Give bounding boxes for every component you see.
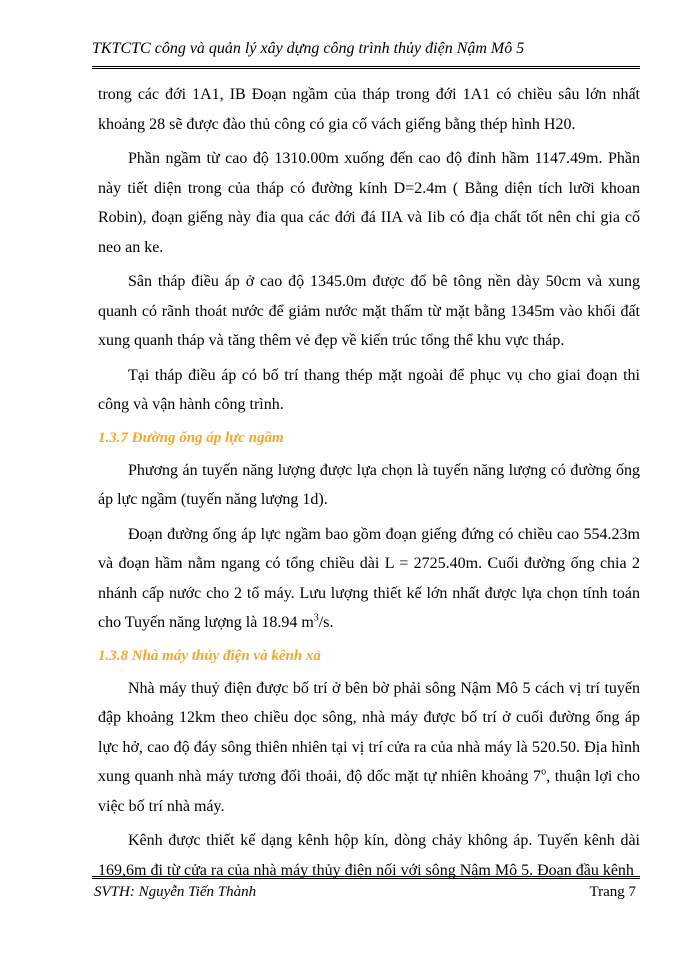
paragraph-1: trong các đới 1A1, IB Đoạn ngầm của tháp trong đới 1A1 có chiều sâu lớn nhất khoảng 28 sẽ được đào thủ công có gia cố vách giếng bằng thép hình H20. — [98, 86, 640, 133]
paragraph-4: Tại tháp điều áp có bố trí thang thép mặt ngoài để phục vụ cho giai đoạn thi công và vận hành công trình. — [98, 366, 640, 413]
paragraph-6-end: /s. — [318, 614, 334, 631]
paragraph-5: Phương án tuyến năng lượng được lựa chọn là tuyến năng lượng có đường ống áp lực ngầm (tuyến năng lượng 1d). — [98, 461, 640, 508]
paragraph-8: Kênh được thiết kế dạng kênh hộp kín, dòng chảy không áp. Tuyến kênh dài 169,6m đi từ cửa ra của nhà máy thủy điện nối với sông Nậm Mô 5. Đoạn đầu kênh — [98, 832, 640, 879]
page-number: Trang 7 — [589, 884, 636, 900]
section-heading-1-3-8: 1.3.8 Nhà máy thủy điện và kênh xả — [98, 647, 321, 664]
paragraph-7-text: Nhà máy thuỷ điện được bố trí ở bên bờ phải sông Nậm Mô 5 cách vị trí tuyến đập khoảng 12km theo chiều dọc sông, nhà máy được bố trí ở cuối đường ống áp lực hở, cao độ đáy sông thiên nhiên tại vị trí cửa ra của nhà máy là 520.50. Địa hình xung quanh nhà máy tương đối thoải, độ dốc mặt tự nhiên khoảng 7 — [98, 679, 640, 785]
header-title: TKTCTC công và quản lý xây dựng công trình thủy điện Nậm Mô 5 — [92, 40, 525, 57]
paragraph-6-text: Đoạn đường ống áp lực ngầm bao gồm đoạn giếng đứng có chiều cao 554.23m và đoạn hầm nằm ngang có tổng chiều dài L = 2725.40m. Cuối đường ống chia 2 nhánh cấp nước cho 2 tổ máy. Lưu lượng thiết kế lớn nhất được lựa chọn tính toán cho Tuyến năng lượng là 18.94 m — [98, 525, 640, 631]
section-heading-1-3-7: 1.3.7 Đường ống áp lực ngầm — [98, 429, 284, 446]
footer-author: SVTH: Nguyễn Tiến Thành — [94, 884, 257, 900]
paragraph-2: Phần ngầm từ cao độ 1310.00m xuống đến cao độ đỉnh hầm 1147.49m. Phần này tiết diện trong của tháp có đường kính D=2.4m ( Bằng diện tích lưỡi khoan Robin), đoạn giếng này đia qua các đới đá IIA và Iib có địa chất tốt nên chỉ gia cố neo an ke. — [98, 150, 640, 256]
page-footer — [92, 876, 640, 909]
paragraph-7 — [98, 674, 640, 822]
paragraph-3: Sân tháp điều áp ở cao độ 1345.0m được đổ bê tông nền dày 50cm và xung quanh có rãnh thoát nước để giảm nước mặt thấm từ mặt bằng 1345m vào khối đất xung quanh tháp và tăng thêm vẻ đẹp về kiến trúc tổng thể khu vực tháp. — [98, 273, 640, 349]
superscript-degree: o — [541, 766, 547, 778]
paragraph-6 — [98, 520, 640, 638]
paragraph-7-end: , thuận lợi cho việc bố trí nhà máy. — [98, 768, 641, 815]
document-body — [98, 80, 640, 890]
page-header — [92, 40, 640, 69]
superscript-cubed: 3 — [313, 612, 319, 624]
